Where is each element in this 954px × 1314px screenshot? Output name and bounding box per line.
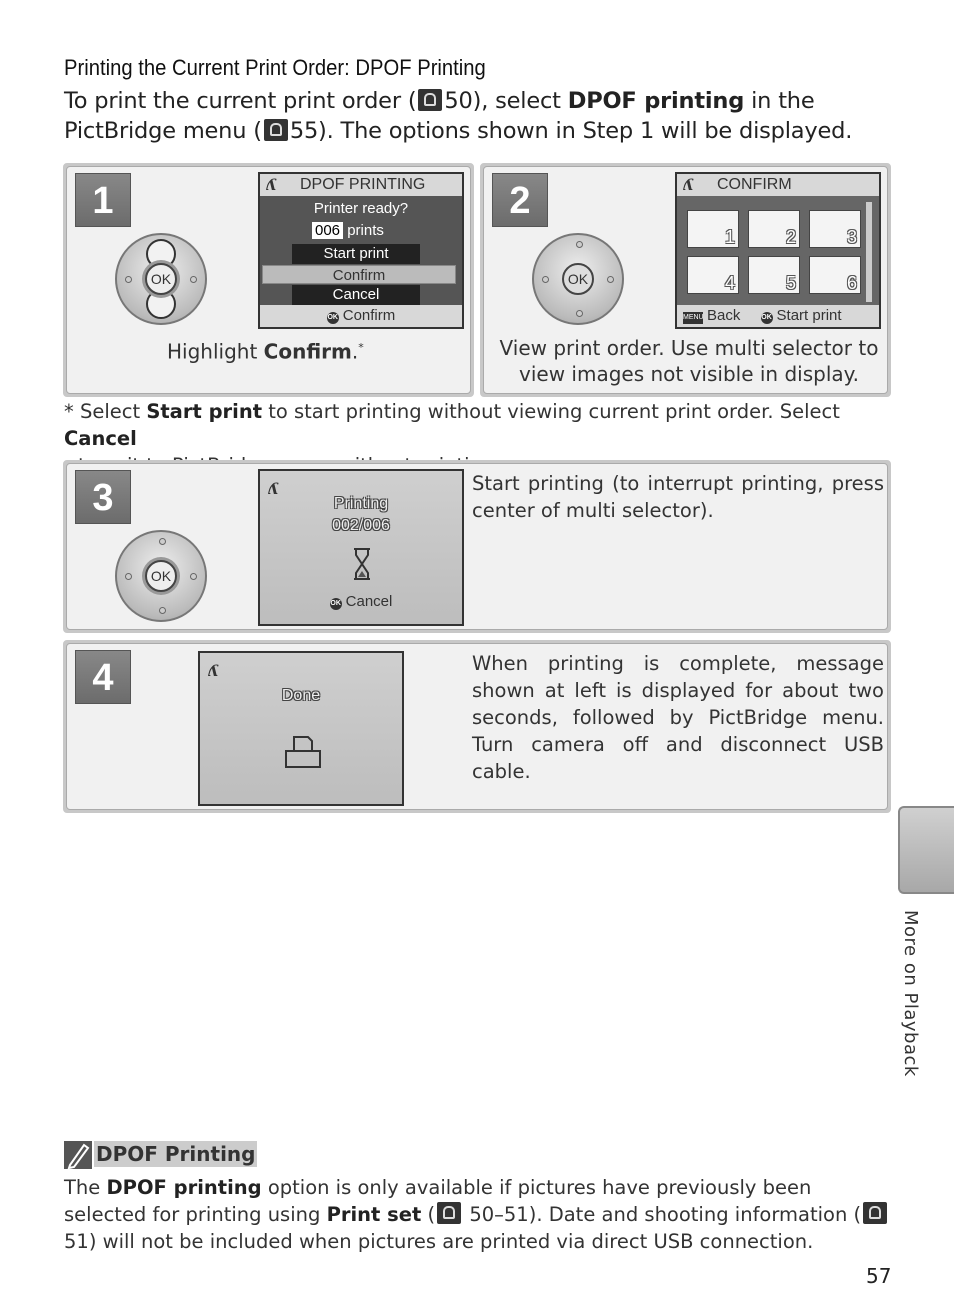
chapter-tab-label: More on Playback — [900, 910, 921, 1077]
footnote-text: to start printing without viewing current print order. Select — [262, 400, 840, 423]
print-count-row — [312, 222, 384, 239]
thumbnail-3[interactable] — [809, 210, 861, 248]
dial-down-dot — [159, 607, 166, 614]
note-text: option is only available if pictures have previously been selected for printing using — [64, 1176, 812, 1226]
note-bold: Print set — [326, 1203, 422, 1226]
thumbnail-6[interactable] — [809, 256, 861, 294]
thumb-number: 1 — [724, 227, 735, 247]
lcd-title: DPOF PRINTING — [300, 176, 426, 193]
thumb-number: 3 — [846, 227, 857, 247]
thumb-number: 6 — [846, 273, 857, 293]
pictbridge-icon: ʎ — [268, 479, 279, 498]
caption-text: Highlight — [167, 339, 264, 364]
lcd-footer — [260, 305, 462, 327]
ok-button-icon: OK — [562, 263, 594, 295]
dial-right-dot — [190, 573, 197, 580]
footer-label: Confirm — [342, 307, 396, 324]
caption-text: . — [351, 339, 359, 364]
print-count-label: prints — [347, 222, 384, 239]
ok-button-icon: OK — [145, 560, 177, 592]
step4-text: When printing is complete, message shown at left is displayed for about two seconds, followed by PictBridge menu. Turn camera off and disconnect USB cable. — [472, 652, 884, 783]
intro-text: in the PictBridge menu ( — [64, 88, 815, 144]
dial-down-dot — [576, 310, 583, 317]
intro-paragraph — [64, 86, 904, 146]
thumb-number: 2 — [785, 227, 796, 247]
lcd-title-bar — [260, 174, 462, 196]
back-label: Back — [707, 307, 741, 324]
page-number: 57 — [866, 1264, 892, 1288]
ok-badge-icon: OK — [761, 312, 773, 324]
note-text: The — [64, 1176, 107, 1199]
thumbnail-2[interactable] — [748, 210, 800, 248]
start-print-label: Start print — [776, 307, 842, 324]
intro-bold: DPOF printing — [567, 88, 745, 114]
footnote-bold: Cancel — [64, 427, 137, 450]
step4-number: 4 — [75, 650, 131, 704]
hourglass-icon — [352, 547, 372, 581]
option-confirm[interactable]: Confirm — [262, 265, 456, 284]
lcd-title: CONFIRM — [717, 176, 792, 193]
note-text: 51) will not be included when pictures are printed via direct USB connection. — [64, 1230, 814, 1253]
reference-icon — [418, 89, 442, 111]
note-bold: DPOF printing — [106, 1176, 262, 1199]
step4-lcd-screen — [198, 651, 404, 806]
pictbridge-icon: ʎ — [683, 175, 694, 194]
dial-left-dot — [542, 276, 549, 283]
footnote-mark: * — [358, 341, 364, 354]
done-label: Done — [281, 687, 321, 704]
printing-label: Printing — [333, 495, 389, 512]
thumbnail-5[interactable] — [748, 256, 800, 294]
intro-text: To print the current print order ( — [64, 88, 417, 114]
footnote-text: Select — [73, 400, 147, 423]
dial-left-dot — [125, 573, 132, 580]
step1-number: 1 — [75, 173, 131, 227]
note-text: ( — [421, 1203, 436, 1226]
option-start-print[interactable]: Start print — [292, 244, 420, 264]
step1-lcd-screen — [258, 172, 464, 329]
lcd-footer — [677, 305, 879, 327]
step1-caption — [167, 335, 364, 365]
multi-selector-dial — [532, 233, 624, 325]
intro-text: 55). The options shown in Step 1 will be displayed. — [289, 118, 853, 144]
reference-icon — [863, 1202, 887, 1224]
pencil-note-icon — [64, 1141, 92, 1169]
step3-text: Start printing (to interrupt printing, press center of multi selector). — [472, 472, 884, 522]
cancel-label: Cancel — [345, 593, 393, 610]
caption-bold: Confirm — [263, 339, 352, 364]
step4-panel — [63, 640, 891, 813]
dial-up-dot — [576, 241, 583, 248]
printing-progress: 002/006 — [332, 517, 390, 534]
thumb-number: 4 — [724, 273, 735, 293]
dial-right-dot — [190, 276, 197, 283]
step2-panel — [480, 163, 891, 397]
scrollbar[interactable] — [866, 202, 872, 302]
step2-number: 2 — [492, 173, 548, 227]
note-text: 50–51). Date and shooting information ( — [463, 1203, 862, 1226]
note-title: DPOF Printing — [96, 1142, 256, 1166]
thumb-number: 5 — [785, 273, 796, 293]
intro-text: 50), select — [444, 88, 568, 114]
ok-button-icon: OK — [145, 263, 177, 295]
chapter-tab — [898, 806, 954, 894]
note-body — [64, 1174, 894, 1255]
dial-right-dot — [607, 276, 614, 283]
step3-lcd-screen — [258, 469, 464, 626]
option-cancel[interactable]: Cancel — [292, 285, 420, 305]
dial-up-dot — [159, 538, 166, 545]
multi-selector-dial — [115, 233, 207, 325]
thumbnail-1[interactable] — [687, 210, 739, 248]
thumbnail-4[interactable] — [687, 256, 739, 294]
reference-icon — [264, 119, 288, 141]
step2-caption: View print order. Use multi selector to view images not visible in display. — [499, 336, 879, 386]
footnote-mark: * — [64, 400, 74, 423]
cancel-hint — [260, 593, 462, 610]
ok-badge-icon: OK — [327, 312, 339, 324]
multi-selector-dial — [115, 530, 207, 622]
section-heading: Printing the Current Print Order: DPOF Printing — [64, 55, 486, 80]
menu-badge-icon: MENU — [683, 312, 703, 324]
step3-number: 3 — [75, 470, 131, 524]
printer-ready-text: Printer ready? — [313, 200, 409, 217]
reference-icon — [437, 1202, 461, 1224]
ok-badge-icon: OK — [330, 598, 342, 610]
dial-left-dot — [125, 276, 132, 283]
step2-lcd-screen — [675, 172, 881, 329]
printer-icon — [284, 735, 322, 771]
step3-panel — [63, 460, 891, 633]
pictbridge-icon: ʎ — [266, 175, 277, 194]
pictbridge-icon: ʎ — [208, 661, 219, 680]
footnote-bold: Start print — [146, 400, 263, 423]
step1-panel — [63, 163, 474, 397]
print-count: 006 — [312, 222, 343, 239]
lcd-title-bar — [677, 174, 879, 196]
